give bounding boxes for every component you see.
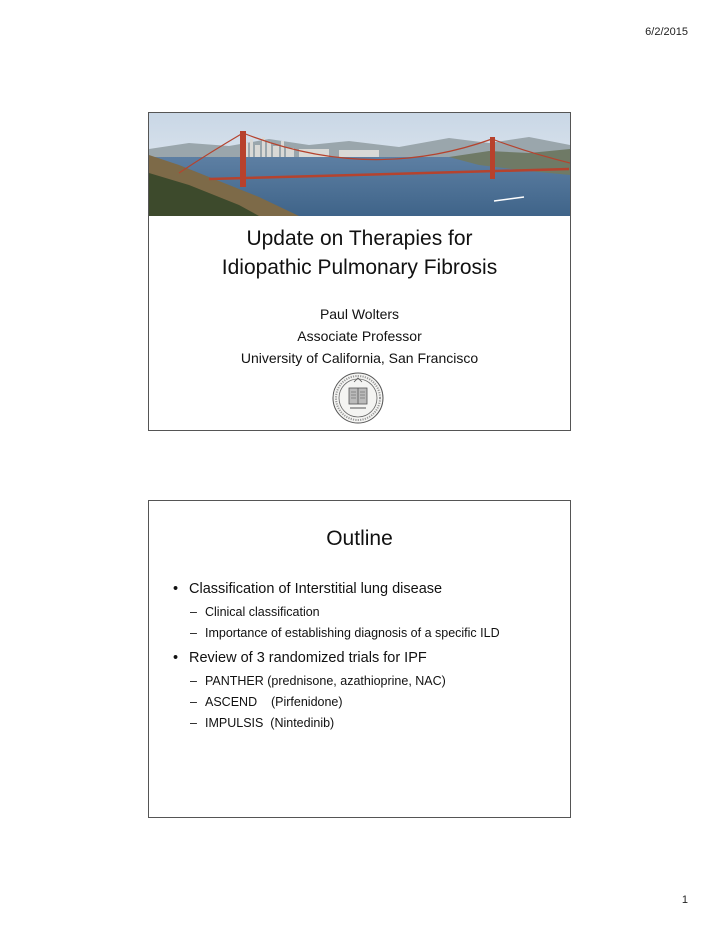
author-name: Paul Wolters [319,306,400,322]
author-position: Associate Professor [297,328,422,344]
bullet-item: • Review of 3 randomized trials for IPF [173,650,427,666]
dash-icon: – [190,605,197,619]
sub-bullet-item: – PANTHER (prednisone, azathioprine, NAC) [190,674,446,688]
slide-title-line-2: Idiopathic Pulmonary Fibrosis [221,256,498,279]
slide-title [149,224,570,282]
bullet-item: • Classification of Interstitial lung disease [173,581,443,597]
dash-icon: – [190,695,197,709]
bullet-dot-icon: • [173,650,179,666]
page-date: 6/2/2015 [645,26,688,38]
outline-title: Outline [326,527,393,550]
outline-slide [148,500,571,818]
sub-bullet-item: – ASCEND (Pirfenidone) [190,695,343,709]
sub-bullet-item: – IMPULSIS (Nintedinib) [190,716,335,730]
author-block [149,303,570,369]
page-number: 1 [681,894,688,906]
sub-bullet-item: – Clinical classification [190,605,320,619]
golden-gate-bridge-photo [149,113,570,216]
title-slide [148,112,571,431]
university-seal-logo [332,372,384,424]
dash-icon: – [190,674,197,688]
sub-bullet-item: – Importance of establishing diagnosis of a specific ILD [190,626,500,640]
bullet-dot-icon: • [173,581,179,597]
author-affiliation: University of California, San Francisco [240,350,479,366]
dash-icon: – [190,626,197,640]
dash-icon: – [190,716,197,730]
slide-title-line-1: Update on Therapies for [246,227,473,250]
outline-list [171,579,551,735]
